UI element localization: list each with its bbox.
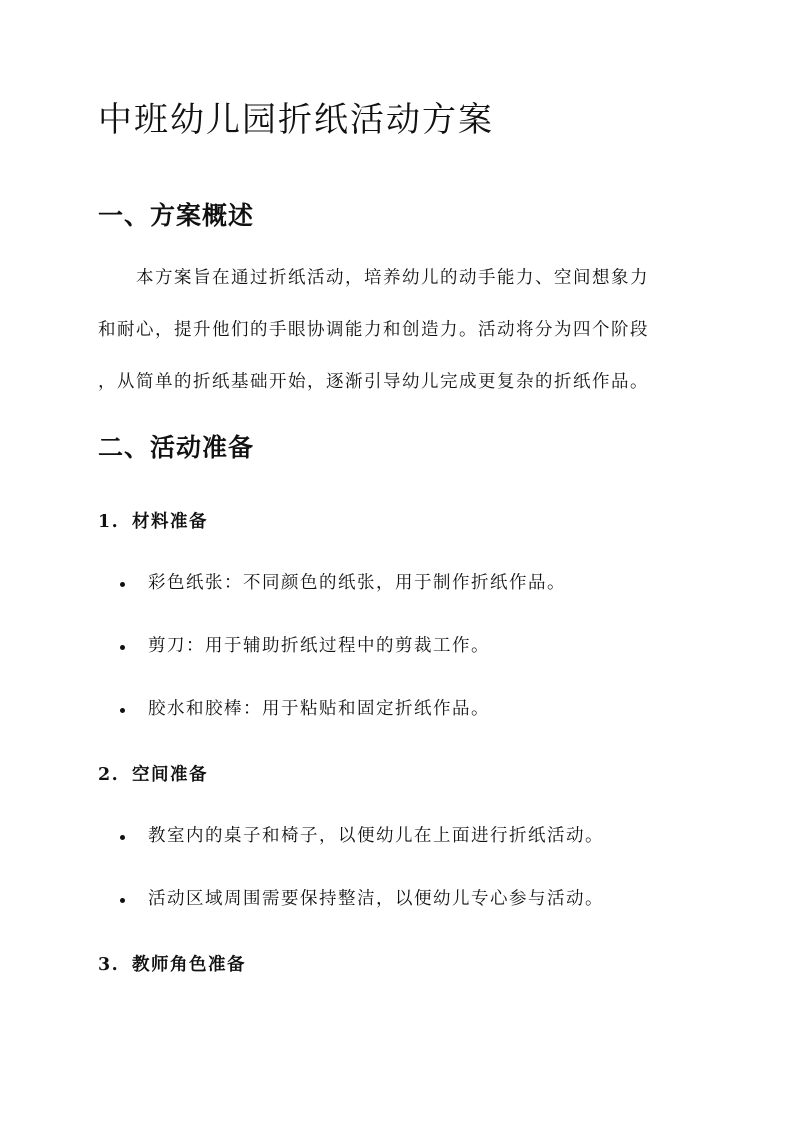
subheading-text: 空间准备 (132, 765, 208, 785)
paragraph-line: ，从简单的折纸基础开始，逐渐引导幼儿完成更复杂的折纸作品。 (98, 372, 649, 392)
subheading-text: 材料准备 (132, 512, 208, 532)
list-item (98, 824, 604, 849)
subheading-materials (98, 508, 208, 533)
subheading-number: 3. (98, 955, 120, 975)
subheading-number: 2. (98, 765, 120, 785)
section-heading-overview: 一、方案概述 (98, 201, 255, 230)
list-item (98, 571, 566, 596)
list-item (98, 887, 604, 912)
bullet-icon (120, 708, 125, 713)
subheading-text: 教师角色准备 (132, 955, 246, 975)
space-list (98, 824, 604, 950)
overview-paragraph (98, 266, 708, 422)
bullet-icon (120, 898, 125, 903)
list-item (98, 697, 566, 722)
bullet-icon (120, 645, 125, 650)
paragraph-line: 本方案旨在通过折纸活动，培养幼儿的动手能力、空间想象力 (136, 268, 649, 288)
list-item-text: 教室内的桌子和椅子，以便幼儿在上面进行折纸活动。 (148, 826, 604, 846)
paragraph-line: 和耐心，提升他们的手眼协调能力和创造力。活动将分为四个阶段 (98, 320, 649, 340)
list-item-text: 剪刀：用于辅助折纸过程中的剪裁工作。 (148, 636, 490, 656)
list-item-text: 胶水和胶棒：用于粘贴和固定折纸作品。 (148, 699, 490, 719)
materials-list (98, 571, 566, 760)
list-item-text: 彩色纸张：不同颜色的纸张，用于制作折纸作品。 (148, 573, 566, 593)
section-heading-preparation: 二、活动准备 (98, 433, 255, 462)
subheading-teacher-role (98, 951, 246, 976)
bullet-icon (120, 835, 125, 840)
list-item-text: 活动区域周围需要保持整洁，以便幼儿专心参与活动。 (148, 889, 604, 909)
subheading-space (98, 761, 208, 786)
list-item (98, 634, 566, 659)
bullet-icon (120, 582, 125, 587)
document-title: 中班幼儿园折纸活动方案 (98, 100, 494, 140)
subheading-number: 1. (98, 512, 120, 532)
